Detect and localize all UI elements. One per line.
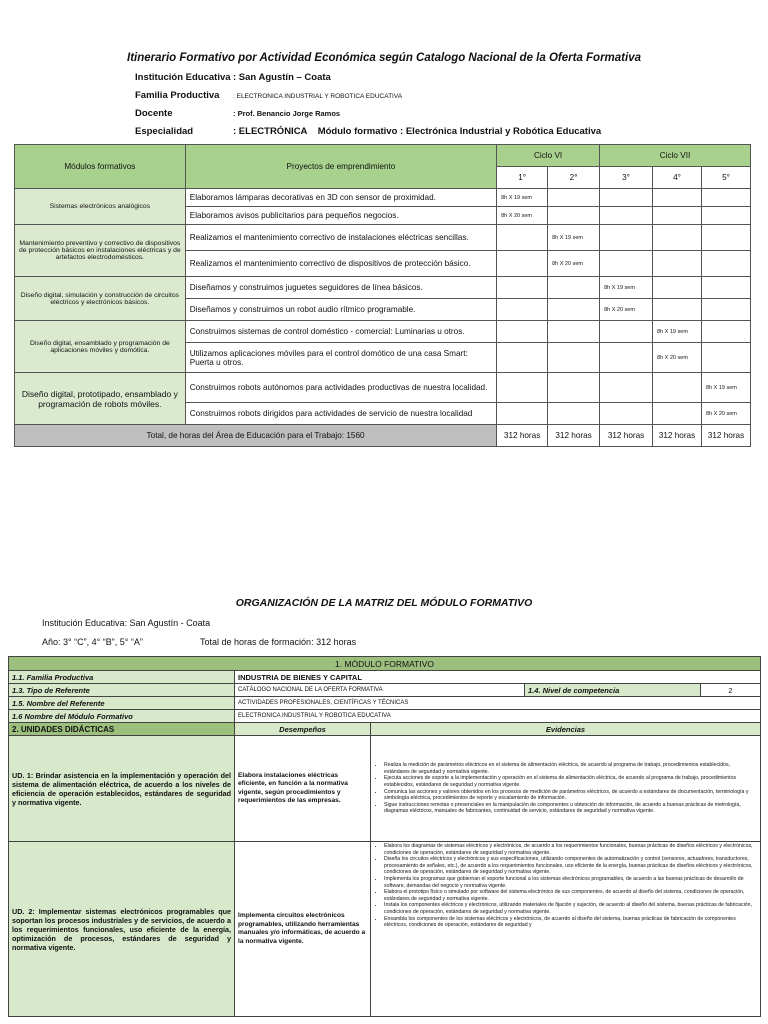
project-cell: Realizamos el mantenimiento correctivo de dispositivos de protección básico. (185, 251, 496, 277)
project-cell: Construimos sistemas de control doméstico - comercial: Luminarias u otros. (185, 321, 496, 343)
ud2-desempeno: Implementa circuitos electrónicos programables, utilizando herramientas manuales y/o informáticas, de acuerdo a la normativa vigente. (235, 842, 371, 1017)
ud2-evidencias (371, 842, 761, 1017)
project-cell: Utilizamos aplicaciones móviles para el control domótico de una casa Smart: Puerta u otros. (185, 343, 496, 373)
total-hours-cell: 312 horas (701, 425, 750, 447)
row-value: CATÁLOGO NACIONAL DE LA OFERTA FORMATIVA (235, 684, 525, 697)
project-cell: Elaboramos lámparas decorativas en 3D con sensor de proximidad. (185, 189, 496, 207)
evidence-item: • Ensambla los componentes de los sistemas eléctricos y electrónicos, de acuerdo al diseño del sistema, buenas prácticas de fabricación de componentes eléctricos, condiciones de operación, estándares de seguridad y (384, 916, 757, 929)
row-label: 1.3. Tipo de Referente (9, 684, 235, 697)
evidence-item: • Realiza la medición de parámetros eléctricos en el sistema de alimentación eléctrica, de acuerdo al programa de trabajo, procedimientos establecidos, estándares de seguridad y normativa vigente. (384, 762, 757, 775)
project-cell: Construimos robots autónomos para actividades productivas de nuestra localidad. (185, 373, 496, 403)
hours-cell: 8h X 19 sem (653, 321, 702, 343)
evidence-item: • Implementa los programas que gobiernan el soporte funcional a los sistemas electrónicos programables, de acuerdo a las buenas prácticas de desarrollo de software, demandas del negocio y normativa vigente. (384, 876, 757, 889)
hours-cell: 8h X 20 sem (701, 403, 750, 425)
section-unidades-didacticas: 2. UNIDADES DIDÁCTICAS (9, 723, 235, 736)
total-hours-cell: 312 horas (653, 425, 702, 447)
module-cell: Diseño digital, ensamblado y programación de aplicaciones móviles y domótica. (15, 321, 186, 373)
evidence-item: • Instala los componentes eléctricos y electrónicos, utilizando materiales de fijación y sujeción, de acuerdo al diseño del sistema, buenas prácticas de fabricación, condiciones de operación, estándares de seguridad y normativa vigente. (384, 902, 757, 915)
hours-cell: 8h X 19 sem (548, 225, 600, 251)
total-hours-cell: 312 horas (497, 425, 548, 447)
module-cell: Diseño digital, prototipado, ensamblado y programación de robots móviles. (15, 373, 186, 425)
ud1-evidencias (371, 736, 761, 842)
col-modulos-header: Módulos formativos (15, 145, 186, 189)
document-title: Itinerario Formativo por Actividad Económica según Catalogo Nacional de la Oferta Formativa (127, 52, 641, 64)
hours-cell: 8h X 19 sem (497, 189, 548, 207)
evidence-item: • Elabora los diagramas de sistemas eléctricos y electrónicos, de acuerdo a los requerimientos funcionales, buenas prácticas de diseños eléctricos y electrónicos, condiciones de operación, estándares de seguridad y normativa vigente. (384, 843, 757, 856)
evidence-item: • Ejecuta acciones de soporte a la implementación y operación en el sistema de alimentación eléctrica, de acuerdo al programa de trabajo, procedimientos establecidos, estándares de seguridad y normativa vigente. (384, 775, 757, 788)
ciclo-vi-header: Ciclo VI (497, 145, 600, 167)
col-desempenos-header: Desempeños (235, 723, 371, 736)
total-horas-line: Total de horas de formación: 312 horas (200, 637, 357, 647)
evidence-item: • Diseña los circuitos eléctricos y electrónicos y sus especificaciones, utilizando componentes de automatización y control (sensores, actuadores, transductores, procesamiento de señales, etc.), de acuerdo a los requerimientos funcionales, uso eficiente de la energía, buenas prácticas de diseños eléctricos y electrónicos, condiciones de operación, estándares de seguridad y normativa vigente. (384, 856, 757, 876)
grade-header: 1° (497, 167, 548, 189)
docente-line: Docente : Prof. Benancio Jorge Ramos (135, 108, 341, 119)
total-hours-label: Total, de horas del Área de Educación para el Trabajo: 1560 (15, 425, 497, 447)
itinerario-table (14, 144, 751, 447)
hours-cell: 8h X 19 sem (600, 277, 653, 299)
module-cell: Diseño digital, simulación y construcción de circuitos eléctricos y electrónicos básicos. (15, 277, 186, 321)
col-proyectos-header: Proyectos de emprendimiento (185, 145, 496, 189)
grade-header: 5° (701, 167, 750, 189)
evidence-item: • Sigue instrucciones remotas o presenciales en la manipulación de componentes u obtención de información, de acuerdo a buenas prácticas de metrología, diagramas eléctricos, manuales de fabricantes, continuidad de servicio, estándares de seguridad y normativa vigente. (384, 802, 757, 815)
anio-line: Año: 3° “C”, 4° “B”, 5° “A” (42, 637, 143, 647)
project-cell: Diseñamos y construimos un robot audio rítmico programable. (185, 299, 496, 321)
project-cell: Realizamos el mantenimiento correctivo de instalaciones eléctricas sencillas. (185, 225, 496, 251)
ud2-cell: UD. 2: Implementar sistemas electrónicos programables que soportan los procesos industriales y de servicios, de acuerdo a los requerimientos funcionales, uso eficiente de la energía, optimización de procesos, estándares de seguridad y normativa vigente. (9, 842, 235, 1017)
row-label: 1.6 Nombre del Módulo Formativo (9, 710, 235, 723)
row-value: ACTIVIDADES PROFESIONALES, CIENTÍFICAS Y TÉCNICAS (235, 697, 761, 710)
total-hours-cell: 312 horas (600, 425, 653, 447)
institucion-line: Institución Educativa : San Agustín – Coata (135, 72, 331, 83)
hours-cell: 8h X 20 sem (653, 343, 702, 373)
familia-line: Familia Productiva : ELECTRONICA INDUSTRIAL Y ROBOTICA EDUCATIVA (135, 90, 403, 101)
matriz-title: ORGANIZACIÓN DE LA MATRIZ DEL MÓDULO FORMATIVO (235, 597, 533, 609)
evidence-item: • Elabora el prototipo físico o simulado por software del sistema electrónico de sus componentes, de acuerdo al diseño del sistema, condiciones de operación, estándares de seguridad y normativa vigente. (384, 889, 757, 902)
ud1-cell: UD. 1: Brindar asistencia en la implementación y operación del sistema de alimentación eléctrica, de acuerdo a los niveles de eficiencia de operación establecidos, estándares de seguridad y normativa vigente. (9, 736, 235, 842)
row-label: 1.4. Nivel de competencia (525, 684, 701, 697)
ud1-desempeno: Elabora instalaciones eléctricas eficiente, en función a la normativa vigente, según procedimientos y requerimientos de las empresas. (235, 736, 371, 842)
module-cell: Sistemas electrónicos analógicos (15, 189, 186, 225)
section-modulo-formativo: 1. MÓDULO FORMATIVO (9, 657, 761, 671)
project-cell: Elaboramos avisos publicitarios para pequeños negocios. (185, 207, 496, 225)
row-value: ELECTRONICA INDUSTRIAL Y ROBOTICA EDUCATIVA (235, 710, 761, 723)
ciclo-vii-header: Ciclo VII (600, 145, 751, 167)
row-label: 1.5. Nombre del Referente (9, 697, 235, 710)
row-label: 1.1. Familia Productiva (9, 671, 235, 684)
especialidad-line: Especialidad : ELECTRÓNICA Módulo formativo : Electrónica Industrial y Robótica Educativa (135, 126, 602, 137)
row-value: 2 (701, 684, 761, 697)
grade-header: 4° (653, 167, 702, 189)
grade-header: 2° (548, 167, 600, 189)
total-hours-cell: 312 horas (548, 425, 600, 447)
col-evidencias-header: Evidencias (371, 723, 761, 736)
evidence-item: • Comunica las acciones y valores obtenidos en los procesos de medición de parámetros eléctricos, de acuerdo a estándares de documentación, terminología y simbología eléctrica, procedimientos de reporte y escalamiento de información. (384, 789, 757, 802)
matriz-table (8, 656, 761, 1017)
hours-cell: 8h X 20 sem (548, 251, 600, 277)
hours-cell: 8h X 20 sem (497, 207, 548, 225)
hours-cell: 8h X 19 sem (701, 373, 750, 403)
row-value: INDUSTRIA DE BIENES Y CAPITAL (235, 671, 761, 684)
module-cell: Mantenimiento preventivo y correctivo de dispositivos de protección básicos en instalaciones eléctricas y de artefactos electrodomésticos. (15, 225, 186, 277)
project-cell: Diseñamos y construimos juguetes seguidores de línea básicos. (185, 277, 496, 299)
grade-header: 3° (600, 167, 653, 189)
institucion-2: Institución Educativa: San Agustín - Coata (42, 618, 211, 628)
hours-cell: 8h X 20 sem (600, 299, 653, 321)
project-cell: Construimos robots dirigidos para actividades de servicio de nuestra localidad (185, 403, 496, 425)
